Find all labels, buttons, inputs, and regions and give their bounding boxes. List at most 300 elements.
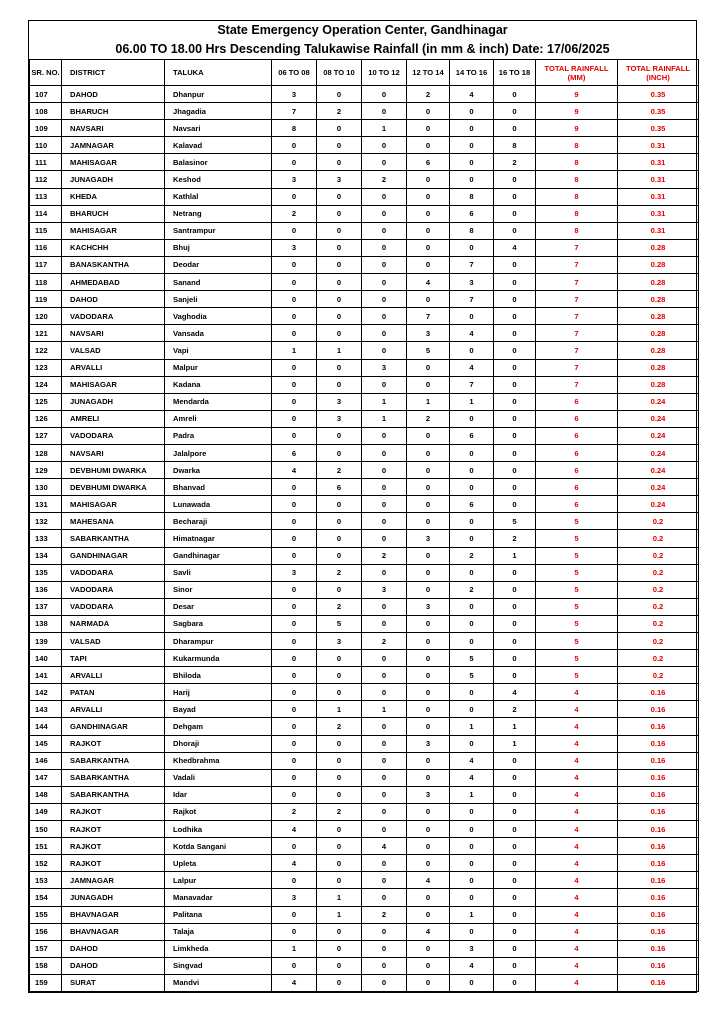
cell-08-10: 0 xyxy=(317,821,362,838)
cell-taluka: Dehgam xyxy=(165,718,272,735)
cell-total-inch: 0.28 xyxy=(618,291,699,308)
cell-10-12: 0 xyxy=(362,496,407,513)
table-header-row xyxy=(30,60,699,86)
cell-06-08: 1 xyxy=(272,342,317,359)
cell-total-inch: 0.2 xyxy=(618,547,699,564)
cell-16-18: 0 xyxy=(494,581,536,598)
cell-08-10: 0 xyxy=(317,256,362,273)
cell-16-18: 0 xyxy=(494,786,536,803)
cell-10-12: 0 xyxy=(362,598,407,615)
cell-total-mm: 6 xyxy=(536,427,618,444)
cell-total-mm: 4 xyxy=(536,923,618,940)
cell-16-18: 0 xyxy=(494,410,536,427)
cell-total-inch: 0.28 xyxy=(618,376,699,393)
table-row xyxy=(30,171,699,188)
cell-total-mm: 4 xyxy=(536,786,618,803)
cell-district: DAHOD xyxy=(62,291,165,308)
cell-12-14: 0 xyxy=(407,650,450,667)
cell-total-inch: 0.24 xyxy=(618,410,699,427)
cell-district: SABARKANTHA xyxy=(62,752,165,769)
cell-10-12: 0 xyxy=(362,154,407,171)
cell-taluka: Bhuj xyxy=(165,239,272,256)
cell-sr-no: 156 xyxy=(30,923,62,940)
cell-12-14: 0 xyxy=(407,205,450,222)
cell-sr-no: 121 xyxy=(30,325,62,342)
cell-total-mm: 5 xyxy=(536,547,618,564)
cell-total-inch: 0.2 xyxy=(618,633,699,650)
cell-12-14: 2 xyxy=(407,410,450,427)
cell-12-14: 2 xyxy=(407,86,450,103)
cell-taluka: Amreli xyxy=(165,410,272,427)
cell-total-mm: 4 xyxy=(536,872,618,889)
cell-12-14: 3 xyxy=(407,786,450,803)
table-row xyxy=(30,838,699,855)
cell-sr-no: 136 xyxy=(30,581,62,598)
cell-08-10: 0 xyxy=(317,291,362,308)
cell-taluka: Khedbrahma xyxy=(165,752,272,769)
cell-06-08: 0 xyxy=(272,222,317,239)
cell-taluka: Vaghodia xyxy=(165,308,272,325)
cell-06-08: 0 xyxy=(272,496,317,513)
cell-12-14: 0 xyxy=(407,376,450,393)
cell-total-mm: 4 xyxy=(536,940,618,957)
cell-06-08: 0 xyxy=(272,684,317,701)
cell-08-10: 0 xyxy=(317,239,362,256)
cell-16-18: 0 xyxy=(494,667,536,684)
cell-taluka: Vadali xyxy=(165,769,272,786)
cell-16-18: 1 xyxy=(494,718,536,735)
cell-08-10: 0 xyxy=(317,376,362,393)
cell-06-08: 0 xyxy=(272,325,317,342)
cell-14-16: 4 xyxy=(450,769,494,786)
cell-14-16: 1 xyxy=(450,906,494,923)
cell-08-10: 0 xyxy=(317,855,362,872)
cell-12-14: 0 xyxy=(407,701,450,718)
cell-total-inch: 0.2 xyxy=(618,650,699,667)
cell-total-mm: 4 xyxy=(536,769,618,786)
cell-district: KHEDA xyxy=(62,188,165,205)
cell-sr-no: 144 xyxy=(30,718,62,735)
cell-total-inch: 0.24 xyxy=(618,444,699,461)
cell-sr-no: 126 xyxy=(30,410,62,427)
cell-08-10: 0 xyxy=(317,650,362,667)
cell-06-08: 0 xyxy=(272,291,317,308)
cell-total-inch: 0.2 xyxy=(618,615,699,632)
cell-district: TAPI xyxy=(62,650,165,667)
cell-14-16: 0 xyxy=(450,838,494,855)
cell-08-10: 0 xyxy=(317,684,362,701)
cell-taluka: Santrampur xyxy=(165,222,272,239)
cell-sr-no: 117 xyxy=(30,256,62,273)
cell-14-16: 0 xyxy=(450,308,494,325)
table-row xyxy=(30,906,699,923)
table-row xyxy=(30,274,699,291)
table-row xyxy=(30,855,699,872)
cell-14-16: 8 xyxy=(450,222,494,239)
cell-14-16: 1 xyxy=(450,393,494,410)
cell-total-inch: 0.35 xyxy=(618,86,699,103)
cell-taluka: Rajkot xyxy=(165,803,272,820)
cell-10-12: 0 xyxy=(362,769,407,786)
cell-sr-no: 135 xyxy=(30,564,62,581)
cell-06-08: 0 xyxy=(272,735,317,752)
cell-sr-no: 131 xyxy=(30,496,62,513)
cell-taluka: Sanand xyxy=(165,274,272,291)
cell-10-12: 0 xyxy=(362,667,407,684)
cell-16-18: 0 xyxy=(494,803,536,820)
cell-16-18: 0 xyxy=(494,205,536,222)
cell-06-08: 0 xyxy=(272,786,317,803)
cell-total-inch: 0.31 xyxy=(618,188,699,205)
cell-sr-no: 141 xyxy=(30,667,62,684)
cell-06-08: 7 xyxy=(272,103,317,120)
cell-10-12: 0 xyxy=(362,803,407,820)
cell-06-08: 0 xyxy=(272,393,317,410)
cell-10-12: 0 xyxy=(362,308,407,325)
cell-sr-no: 142 xyxy=(30,684,62,701)
cell-district: RAJKOT xyxy=(62,838,165,855)
cell-16-18: 1 xyxy=(494,547,536,564)
cell-06-08: 4 xyxy=(272,855,317,872)
cell-district: MAHISAGAR xyxy=(62,154,165,171)
cell-sr-no: 145 xyxy=(30,735,62,752)
cell-12-14: 4 xyxy=(407,923,450,940)
cell-12-14: 6 xyxy=(407,154,450,171)
cell-14-16: 4 xyxy=(450,86,494,103)
cell-08-10: 6 xyxy=(317,479,362,496)
cell-06-08: 0 xyxy=(272,154,317,171)
cell-total-mm: 6 xyxy=(536,496,618,513)
cell-sr-no: 159 xyxy=(30,974,62,991)
cell-total-inch: 0.31 xyxy=(618,137,699,154)
cell-16-18: 0 xyxy=(494,103,536,120)
table-row xyxy=(30,615,699,632)
cell-12-14: 0 xyxy=(407,479,450,496)
cell-district: KACHCHH xyxy=(62,239,165,256)
cell-12-14: 5 xyxy=(407,342,450,359)
cell-sr-no: 119 xyxy=(30,291,62,308)
cell-12-14: 4 xyxy=(407,872,450,889)
cell-06-08: 4 xyxy=(272,974,317,991)
table-row xyxy=(30,786,699,803)
cell-10-12: 1 xyxy=(362,410,407,427)
cell-06-08: 0 xyxy=(272,427,317,444)
cell-sr-no: 150 xyxy=(30,821,62,838)
table-row xyxy=(30,769,699,786)
cell-08-10: 0 xyxy=(317,154,362,171)
table-row xyxy=(30,701,699,718)
cell-district: DAHOD xyxy=(62,86,165,103)
cell-12-14: 0 xyxy=(407,581,450,598)
cell-sr-no: 110 xyxy=(30,137,62,154)
cell-total-mm: 4 xyxy=(536,906,618,923)
cell-sr-no: 123 xyxy=(30,359,62,376)
cell-taluka: Palitana xyxy=(165,906,272,923)
cell-08-10: 3 xyxy=(317,393,362,410)
cell-total-mm: 4 xyxy=(536,684,618,701)
cell-total-mm: 7 xyxy=(536,239,618,256)
cell-16-18: 4 xyxy=(494,239,536,256)
cell-12-14: 0 xyxy=(407,615,450,632)
cell-taluka: Malpur xyxy=(165,359,272,376)
cell-taluka: Netrang xyxy=(165,205,272,222)
cell-sr-no: 113 xyxy=(30,188,62,205)
cell-district: MAHISAGAR xyxy=(62,376,165,393)
cell-total-mm: 5 xyxy=(536,564,618,581)
cell-10-12: 0 xyxy=(362,650,407,667)
header-08-10: 08 TO 10 xyxy=(317,60,362,86)
cell-08-10: 0 xyxy=(317,222,362,239)
cell-08-10: 0 xyxy=(317,923,362,940)
table-row xyxy=(30,444,699,461)
cell-taluka: Dhanpur xyxy=(165,86,272,103)
cell-total-mm: 5 xyxy=(536,667,618,684)
cell-12-14: 0 xyxy=(407,239,450,256)
cell-10-12: 0 xyxy=(362,940,407,957)
cell-district: BHAVNAGAR xyxy=(62,906,165,923)
cell-06-08: 0 xyxy=(272,376,317,393)
cell-total-mm: 8 xyxy=(536,154,618,171)
cell-12-14: 0 xyxy=(407,906,450,923)
header-14-16: 14 TO 16 xyxy=(450,60,494,86)
cell-total-mm: 4 xyxy=(536,974,618,991)
cell-total-inch: 0.2 xyxy=(618,667,699,684)
cell-08-10: 0 xyxy=(317,496,362,513)
cell-total-mm: 7 xyxy=(536,342,618,359)
cell-district: NAVSARI xyxy=(62,444,165,461)
cell-taluka: Lunawada xyxy=(165,496,272,513)
cell-16-18: 0 xyxy=(494,974,536,991)
cell-16-18: 0 xyxy=(494,957,536,974)
cell-10-12: 0 xyxy=(362,530,407,547)
cell-10-12: 0 xyxy=(362,752,407,769)
cell-total-inch: 0.16 xyxy=(618,735,699,752)
cell-06-08: 0 xyxy=(272,701,317,718)
table-row xyxy=(30,957,699,974)
cell-12-14: 0 xyxy=(407,684,450,701)
cell-16-18: 0 xyxy=(494,308,536,325)
cell-16-18: 0 xyxy=(494,86,536,103)
cell-14-16: 3 xyxy=(450,940,494,957)
cell-08-10: 0 xyxy=(317,205,362,222)
cell-taluka: Harij xyxy=(165,684,272,701)
cell-total-mm: 4 xyxy=(536,855,618,872)
cell-06-08: 0 xyxy=(272,838,317,855)
cell-district: ARVALLI xyxy=(62,701,165,718)
cell-08-10: 0 xyxy=(317,786,362,803)
cell-16-18: 8 xyxy=(494,137,536,154)
cell-sr-no: 122 xyxy=(30,342,62,359)
cell-12-14: 0 xyxy=(407,633,450,650)
cell-district: VADODARA xyxy=(62,598,165,615)
table-row xyxy=(30,581,699,598)
cell-10-12: 0 xyxy=(362,427,407,444)
cell-taluka: Lodhika xyxy=(165,821,272,838)
cell-total-inch: 0.28 xyxy=(618,256,699,273)
rainfall-table xyxy=(29,59,699,992)
cell-district: RAJKOT xyxy=(62,855,165,872)
cell-14-16: 0 xyxy=(450,103,494,120)
cell-12-14: 0 xyxy=(407,889,450,906)
cell-14-16: 6 xyxy=(450,427,494,444)
cell-14-16: 5 xyxy=(450,650,494,667)
cell-06-08: 0 xyxy=(272,530,317,547)
cell-10-12: 0 xyxy=(362,684,407,701)
cell-taluka: Balasinor xyxy=(165,154,272,171)
cell-total-mm: 4 xyxy=(536,701,618,718)
cell-12-14: 0 xyxy=(407,769,450,786)
cell-total-mm: 7 xyxy=(536,376,618,393)
cell-10-12: 0 xyxy=(362,974,407,991)
cell-12-14: 0 xyxy=(407,940,450,957)
cell-12-14: 0 xyxy=(407,838,450,855)
cell-total-inch: 0.2 xyxy=(618,513,699,530)
cell-10-12: 0 xyxy=(362,821,407,838)
cell-16-18: 0 xyxy=(494,564,536,581)
cell-total-inch: 0.16 xyxy=(618,974,699,991)
cell-08-10: 2 xyxy=(317,103,362,120)
cell-14-16: 0 xyxy=(450,513,494,530)
cell-taluka: Kotda Sangani xyxy=(165,838,272,855)
cell-total-mm: 6 xyxy=(536,462,618,479)
table-row xyxy=(30,923,699,940)
cell-06-08: 0 xyxy=(272,872,317,889)
table-row xyxy=(30,462,699,479)
cell-16-18: 2 xyxy=(494,530,536,547)
cell-08-10: 2 xyxy=(317,718,362,735)
cell-08-10: 0 xyxy=(317,872,362,889)
cell-10-12: 0 xyxy=(362,462,407,479)
cell-16-18: 0 xyxy=(494,222,536,239)
cell-14-16: 0 xyxy=(450,154,494,171)
cell-06-08: 0 xyxy=(272,718,317,735)
cell-10-12: 0 xyxy=(362,274,407,291)
cell-10-12: 0 xyxy=(362,479,407,496)
cell-16-18: 0 xyxy=(494,615,536,632)
cell-10-12: 2 xyxy=(362,633,407,650)
cell-12-14: 0 xyxy=(407,513,450,530)
cell-sr-no: 115 xyxy=(30,222,62,239)
cell-10-12: 0 xyxy=(362,735,407,752)
cell-sr-no: 147 xyxy=(30,769,62,786)
cell-06-08: 0 xyxy=(272,581,317,598)
cell-16-18: 0 xyxy=(494,479,536,496)
cell-16-18: 2 xyxy=(494,701,536,718)
cell-total-mm: 8 xyxy=(536,205,618,222)
cell-14-16: 0 xyxy=(450,479,494,496)
cell-taluka: Jalalpore xyxy=(165,444,272,461)
cell-sr-no: 111 xyxy=(30,154,62,171)
cell-total-mm: 5 xyxy=(536,650,618,667)
cell-district: GANDHINAGAR xyxy=(62,547,165,564)
cell-taluka: Sagbara xyxy=(165,615,272,632)
cell-total-inch: 0.31 xyxy=(618,205,699,222)
header-district: DISTRICT xyxy=(62,60,165,86)
cell-total-inch: 0.16 xyxy=(618,940,699,957)
cell-14-16: 0 xyxy=(450,684,494,701)
cell-total-mm: 4 xyxy=(536,889,618,906)
cell-10-12: 0 xyxy=(362,188,407,205)
cell-taluka: Talaja xyxy=(165,923,272,940)
cell-district: VADODARA xyxy=(62,308,165,325)
cell-sr-no: 155 xyxy=(30,906,62,923)
cell-16-18: 2 xyxy=(494,154,536,171)
cell-district: AMRELI xyxy=(62,410,165,427)
cell-14-16: 7 xyxy=(450,376,494,393)
cell-06-08: 0 xyxy=(272,667,317,684)
cell-16-18: 0 xyxy=(494,872,536,889)
cell-14-16: 0 xyxy=(450,803,494,820)
cell-06-08: 0 xyxy=(272,923,317,940)
cell-district: MAHISAGAR xyxy=(62,222,165,239)
report-title: State Emergency Operation Center, Gandhinagar xyxy=(217,23,508,37)
cell-10-12: 0 xyxy=(362,957,407,974)
cell-total-inch: 0.24 xyxy=(618,393,699,410)
cell-total-mm: 7 xyxy=(536,256,618,273)
cell-08-10: 0 xyxy=(317,86,362,103)
cell-12-14: 0 xyxy=(407,564,450,581)
cell-08-10: 1 xyxy=(317,906,362,923)
cell-16-18: 0 xyxy=(494,906,536,923)
cell-16-18: 0 xyxy=(494,462,536,479)
cell-total-inch: 0.24 xyxy=(618,496,699,513)
cell-08-10: 0 xyxy=(317,120,362,137)
header-total-mm: TOTAL RAINFALL (MM) xyxy=(536,60,618,86)
table-row xyxy=(30,325,699,342)
cell-taluka: Kukarmunda xyxy=(165,650,272,667)
cell-08-10: 2 xyxy=(317,462,362,479)
table-row xyxy=(30,752,699,769)
cell-district: SABARKANTHA xyxy=(62,769,165,786)
cell-08-10: 2 xyxy=(317,803,362,820)
cell-total-inch: 0.28 xyxy=(618,274,699,291)
cell-08-10: 3 xyxy=(317,171,362,188)
cell-total-mm: 9 xyxy=(536,86,618,103)
cell-12-14: 0 xyxy=(407,547,450,564)
cell-sr-no: 146 xyxy=(30,752,62,769)
cell-12-14: 0 xyxy=(407,120,450,137)
cell-10-12: 0 xyxy=(362,376,407,393)
cell-06-08: 0 xyxy=(272,769,317,786)
cell-total-mm: 6 xyxy=(536,479,618,496)
cell-08-10: 2 xyxy=(317,598,362,615)
cell-taluka: Idar xyxy=(165,786,272,803)
table-row xyxy=(30,633,699,650)
header-10-12: 10 TO 12 xyxy=(362,60,407,86)
cell-10-12: 0 xyxy=(362,205,407,222)
table-row xyxy=(30,393,699,410)
cell-12-14: 3 xyxy=(407,530,450,547)
cell-taluka: Padra xyxy=(165,427,272,444)
cell-10-12: 0 xyxy=(362,103,407,120)
cell-total-inch: 0.28 xyxy=(618,308,699,325)
cell-total-inch: 0.28 xyxy=(618,325,699,342)
cell-14-16: 3 xyxy=(450,274,494,291)
cell-sr-no: 112 xyxy=(30,171,62,188)
cell-taluka: Desar xyxy=(165,598,272,615)
table-row xyxy=(30,496,699,513)
cell-total-mm: 5 xyxy=(536,513,618,530)
cell-14-16: 0 xyxy=(450,120,494,137)
cell-08-10: 0 xyxy=(317,667,362,684)
cell-district: BANASKANTHA xyxy=(62,256,165,273)
cell-14-16: 0 xyxy=(450,410,494,427)
cell-total-inch: 0.28 xyxy=(618,359,699,376)
cell-08-10: 3 xyxy=(317,410,362,427)
table-row xyxy=(30,120,699,137)
cell-08-10: 0 xyxy=(317,735,362,752)
cell-16-18: 0 xyxy=(494,855,536,872)
